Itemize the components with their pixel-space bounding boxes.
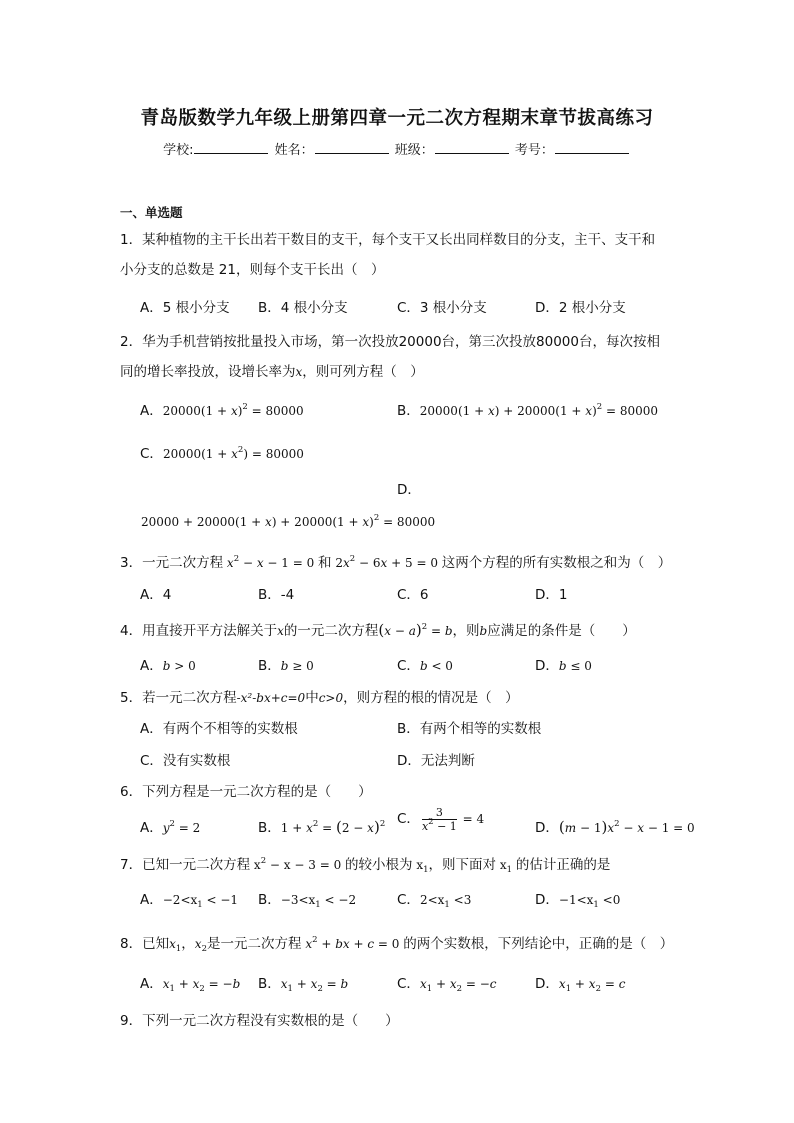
q7-option-c: C．$2<x_1 <3$ xyxy=(397,892,472,910)
q6-option-b: B．$1 + x^2 = (2 - x)^2$ xyxy=(258,818,386,836)
q2-option-d: D． xyxy=(397,482,421,498)
question-5-stem: 5．若一元二次方程-x²-bx+c=0中c>0，则方程的根的情况是（ ） xyxy=(120,690,519,706)
q7-option-b: B．$-3<x_1 < -2$ xyxy=(258,892,357,910)
name-blank xyxy=(315,141,389,154)
q3-option-c: C．6 xyxy=(397,587,429,603)
question-1-stem: 1．某种植物的主干长出若干数目的支干，每个支干又长出同样数目的分支，主干、支干和 小分支的总数是 21，则每个支干长出（ ） xyxy=(120,232,656,278)
exam-no-label: 考号： xyxy=(514,143,554,158)
q1-option-a: A．5 根小分支 xyxy=(140,300,230,316)
q4-option-b: B．b ≥ 0 xyxy=(258,658,314,674)
q6-option-c: C． $\frac{3}{x^2 - 1}$ = 4 xyxy=(397,806,485,833)
q2-a-formula: $20000(1 + x)^2 = 80000$ xyxy=(162,402,304,418)
q2-b-formula: $20000(1 + x) + 20000(1 + x)^2 = 80000$ xyxy=(419,402,659,418)
page-title: 青岛版数学九年级上册第四章一元二次方程期末章节拔高练习 xyxy=(140,108,654,129)
class-label: 班级： xyxy=(394,143,434,158)
q4-option-d: D．b ≤ 0 xyxy=(535,658,592,674)
q3-option-a: A．4 xyxy=(140,587,172,603)
q8-option-a: A．$x_1 + x_2 = -b$ xyxy=(140,976,241,994)
question-4-stem: 4．用直接开平方法解关于x的一元二次方程$(x - a)^2 = b$，则b应满足的条件是（ ） xyxy=(120,621,636,639)
class-blank xyxy=(435,141,509,154)
q3-option-b: B．-4 xyxy=(258,587,295,603)
q6-option-d: D．$(m - 1)x^2 - x - 1 = 0$ xyxy=(535,818,695,836)
q8-option-c: C．$x_1 + x_2 = -c$ xyxy=(397,976,497,994)
q1-option-d: D．2 根小分支 xyxy=(535,300,626,316)
q3-option-d: D．1 xyxy=(535,587,568,603)
q2-option-a: A．$20000(1 + x)^2 = 80000$ xyxy=(140,402,304,419)
q8-option-d: D．$x_1 + x_2 = c$ xyxy=(535,976,626,994)
q4-option-c: C．b < 0 xyxy=(397,658,453,674)
q6-option-a: A．$y^2 = 2$ xyxy=(140,819,201,836)
school-blank xyxy=(194,141,268,154)
question-8-stem: 8．已知$x_1$，$x_2$是一元二次方程 $x^2$ + bx + c = 0 的两个实数根，下列结论中，正确的是（ ） xyxy=(120,935,674,954)
question-3-stem: 3．一元二次方程 $x^2 - x - 1 = 0$ 和 $2x^2 - 6x + 5 = 0$ 这两个方程的所有实数根之和为（ ） xyxy=(120,554,672,571)
q2-c-formula: $20000(1 + x^2) = 80000$ xyxy=(162,445,304,461)
q1-option-b: B．4 根小分支 xyxy=(258,300,348,316)
q2-d-formula: $20000 + 20000(1 + x) + 20000(1 + x)^2 = 80000$ xyxy=(141,513,436,529)
q8-option-b: B．$x_1 + x_2 = b$ xyxy=(258,976,349,994)
question-9-stem: 9．下列一元二次方程没有实数根的是（ ） xyxy=(120,1013,399,1029)
q7-option-d: D．$-1<x_1 <0$ xyxy=(535,892,621,910)
q7-option-a: A．$-2<x_1 < -1$ xyxy=(140,892,239,910)
question-6-stem: 6．下列方程是一元二次方程的是（ ） xyxy=(120,784,372,800)
school-label: 学校: xyxy=(163,143,194,158)
student-info-line xyxy=(0,139,794,158)
q2-option-b: B．$20000(1 + x) + 20000(1 + x)^2 = 80000$ xyxy=(397,402,659,419)
question-2-stem: 2．华为手机营销按批量投入市场，第一次投放20000台，第三次投放80000台，每次按相 同的增长率投放，设增长率为x，则可列方程（ ） xyxy=(120,334,660,380)
section-title: 一、单选题 xyxy=(120,205,183,220)
q5-option-c: C．没有实数根 xyxy=(140,753,231,769)
name-label: 姓名： xyxy=(274,143,314,158)
q5-option-b: B．有两个相等的实数根 xyxy=(397,721,542,737)
q5-option-d: D．无法判断 xyxy=(397,753,475,769)
q1-option-c: C．3 根小分支 xyxy=(397,300,487,316)
question-7-stem: 7．已知一元二次方程 $x^2 - x - 3 = 0$ 的较小根为 $x_1$，则下面对 $x_1$ 的估计正确的是 xyxy=(120,856,611,875)
exam-no-blank xyxy=(555,141,629,154)
q5-option-a: A．有两个不相等的实数根 xyxy=(140,721,298,737)
q2-option-c: C．$20000(1 + x^2) = 80000$ xyxy=(140,445,304,462)
q4-option-a: A．b > 0 xyxy=(140,658,196,674)
